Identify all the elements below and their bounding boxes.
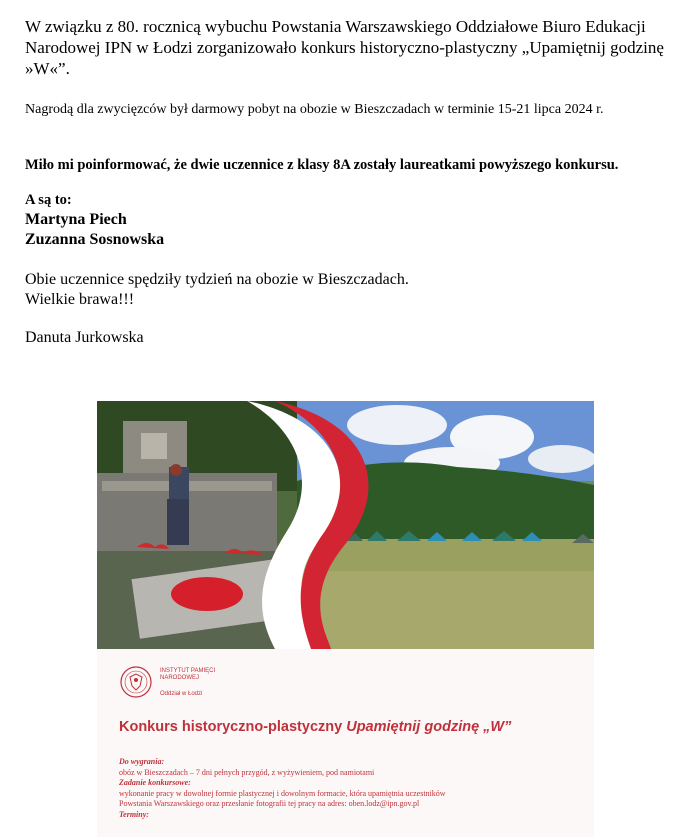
signature: Danuta Jurkowska bbox=[25, 329, 144, 346]
outro-line: Obie uczennice spędziły tydzień na obozie w Bieszczadach. bbox=[25, 271, 409, 288]
winners-list bbox=[25, 210, 164, 250]
institution-branch: Oddział w Łodzi bbox=[160, 691, 203, 697]
contest-title bbox=[119, 719, 511, 735]
poster-photo bbox=[97, 401, 594, 649]
winners-heading: A są to: bbox=[25, 192, 72, 208]
outro-line: Wielkie brawa!!! bbox=[25, 291, 135, 308]
announcement: Miło mi poinformować, że dwie uczennice z klasy 8A zostały laureatkami powyższego konkursu. bbox=[25, 157, 619, 173]
ipn-emblem-icon bbox=[119, 665, 153, 699]
poster-lower bbox=[97, 649, 594, 837]
institution-name: INSTYTUT PAMIĘCI NARODOWEJ bbox=[160, 668, 216, 681]
task-label: Zadanie konkursowe: bbox=[119, 778, 191, 787]
intro-paragraph: W związku z 80. rocznicą wybuchu Powstania Warszawskiego Oddziałowe Biuro Edukacji Narodowej IPN w Łodzi zorganizowało konkurs historyczno-plastyczny „Upamiętnij godzinę »W«”. bbox=[25, 17, 664, 78]
prize-label: Do wygrania: bbox=[119, 757, 165, 766]
task-text: Powstania Warszawskiego oraz przesłanie fotografii tej pracy na adres: oben.lodz@ipn.gov.pl bbox=[119, 799, 420, 808]
winner-name: Martyna Piech bbox=[25, 211, 127, 228]
dates-label: Terminy: bbox=[119, 809, 149, 819]
task-text: wykonanie pracy w dowolnej formie plastycznej i dowolnym formacie, która upamiętnia uczestników bbox=[119, 788, 446, 798]
contest-title-regular: Konkurs historyczno-plastyczny bbox=[119, 719, 347, 735]
poster-details bbox=[119, 757, 589, 820]
prize-text: obóz w Bieszczadach – 7 dni pełnych przygód, z wyżywieniem, pod namiotami bbox=[119, 767, 375, 777]
winner-name: Zuzanna Sosnowska bbox=[25, 231, 165, 248]
prize-paragraph: Nagrodą dla zwycięzców był darmowy pobyt na obozie w Bieszczadach w terminie 15-21 lipca 2024 r. bbox=[25, 102, 604, 117]
contest-title-italic: Upamiętnij godzinę „W” bbox=[346, 719, 512, 735]
contest-poster bbox=[97, 401, 594, 837]
outro bbox=[25, 270, 409, 310]
